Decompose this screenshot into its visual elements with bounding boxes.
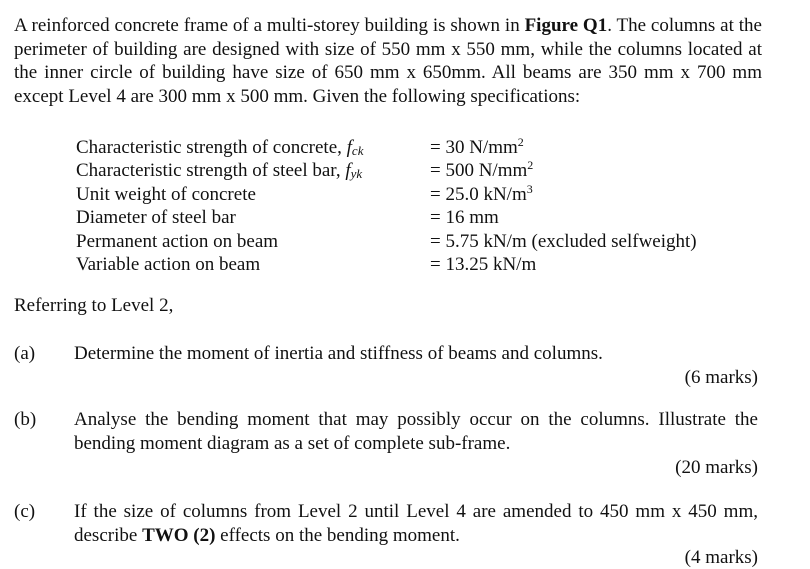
spec-row-permanent-action: [76, 230, 766, 253]
spec-row-bar-diameter: [76, 206, 766, 229]
spec-unit-superscript: 2: [517, 135, 524, 149]
spec-row-variable-action: [76, 253, 766, 276]
spec-value: = 500 $N/mm^2$: [430, 158, 534, 182]
spec-symbol-subscript: yk: [350, 166, 363, 182]
intro-text-2: . The columns at the perimeter of building are designed with size of 550 mm x 550 mm, while the columns located at the inner circle of building have size of 650 mm x 650mm. All beams are 350 mm x 700 mm except Level 4 are 300 mm x 500 mm. Given the following specifications:: [14, 15, 762, 107]
spec-value: = 13.25 kN/m: [430, 253, 537, 275]
spec-label: Characteristic strength of concrete, fck: [76, 137, 364, 158]
spec-symbol: f: [346, 137, 352, 158]
question-label: (b): [14, 409, 37, 430]
spec-unit-superscript: 2: [527, 158, 534, 173]
spec-row-concrete-strength: [76, 136, 766, 159]
spec-value: = 5.75 kN/m (excluded selfweight): [430, 230, 697, 252]
spec-label: Permanent action on beam: [76, 230, 279, 252]
question-label: (a): [14, 343, 36, 364]
spec-symbol-subscript: ck: [351, 143, 364, 158]
spec-value: = 25.0 $kN/m^3$: [430, 181, 533, 205]
question-text: Determine the moment of inertia and stiffness of beams and columns.: [74, 343, 603, 364]
spec-label: Unit weight of concrete: [76, 183, 256, 205]
spec-label: Variable action on beam: [76, 253, 261, 275]
spec-row-steel-strength: [76, 159, 766, 182]
spec-value: = 30 $N/mm^2$: [430, 135, 524, 158]
figure-reference: Figure Q1: [524, 15, 608, 36]
spec-row-unit-weight: [76, 183, 766, 206]
spec-label: Diameter of steel bar: [76, 207, 236, 229]
question-text: Analyse the bending moment that may possibly occur on the columns. Illustrate the bending moment diagram as a set of complete sub-frame.: [74, 409, 758, 454]
marks-a: (6 marks): [684, 367, 758, 388]
spec-symbol: f: [345, 160, 351, 182]
spec-value: = 16 mm: [430, 207, 499, 229]
emphasis-count: TWO (2): [142, 524, 216, 546]
intro-paragraph: [14, 14, 762, 108]
question-label: (c): [14, 501, 36, 522]
referring-line: Referring to Level 2,: [14, 295, 174, 316]
marks-b: (20 marks): [675, 457, 758, 478]
specifications-list: [76, 136, 766, 276]
spec-unit-superscript: 3: [526, 181, 533, 196]
marks-c: (4 marks): [684, 547, 758, 568]
question-text: If the size of columns from Level 2 until Level 4 are amended to 450 mm x 450 mm, describe TWO (2) effects on the bending moment.: [74, 501, 758, 546]
intro-text-1: A reinforced concrete frame of a multi-storey building is shown in: [14, 15, 525, 36]
spec-label: Characteristic strength of steel bar, fyk: [76, 160, 363, 182]
